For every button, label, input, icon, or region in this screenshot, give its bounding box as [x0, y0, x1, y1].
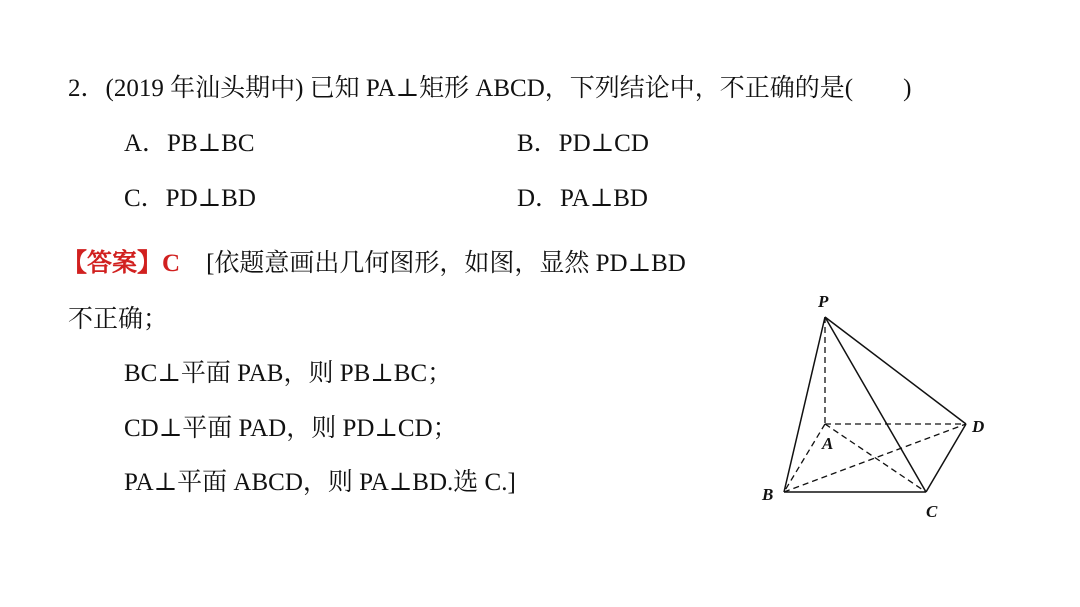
answer-explanation-line2: 不正确；: [68, 306, 169, 333]
edge-cd: [926, 424, 966, 492]
pyramid-figure: [750, 282, 1000, 522]
label-a: A: [822, 434, 834, 453]
answer-letter: C: [162, 250, 181, 277]
label-b: B: [762, 485, 774, 504]
reason-3: PA⊥平面 ABCD，则 PA⊥BD.选 C.]: [124, 469, 516, 496]
edge-ab: [784, 424, 825, 492]
reason-2: CD⊥平面 PAD，则 PD⊥CD；: [124, 415, 458, 442]
edge-pc: [825, 317, 926, 492]
diagonal-ac: [825, 424, 926, 492]
question-text: 2．(2019 年汕头期中) 已知 PA⊥矩形 ABCD，下列结论中，不正确的是( ): [68, 75, 912, 102]
option-a: A．PB⊥BC: [124, 130, 255, 157]
edge-pd: [825, 317, 966, 424]
label-d: D: [972, 417, 985, 436]
edge-pb: [784, 317, 825, 492]
reason-1: BC⊥平面 PAB，则 PB⊥BC；: [124, 360, 453, 387]
option-d: D．PA⊥BD: [517, 185, 648, 212]
answer-line: [62, 251, 686, 276]
option-b: B．PD⊥CD: [517, 130, 649, 157]
label-p: P: [818, 292, 829, 311]
option-c: C．PD⊥BD: [124, 185, 256, 212]
answer-explanation-line1: [依题意画出几何图形，如图，显然 PD⊥BD: [206, 250, 686, 277]
answer-tag: 【答案】: [62, 250, 163, 277]
label-c: C: [926, 502, 938, 521]
